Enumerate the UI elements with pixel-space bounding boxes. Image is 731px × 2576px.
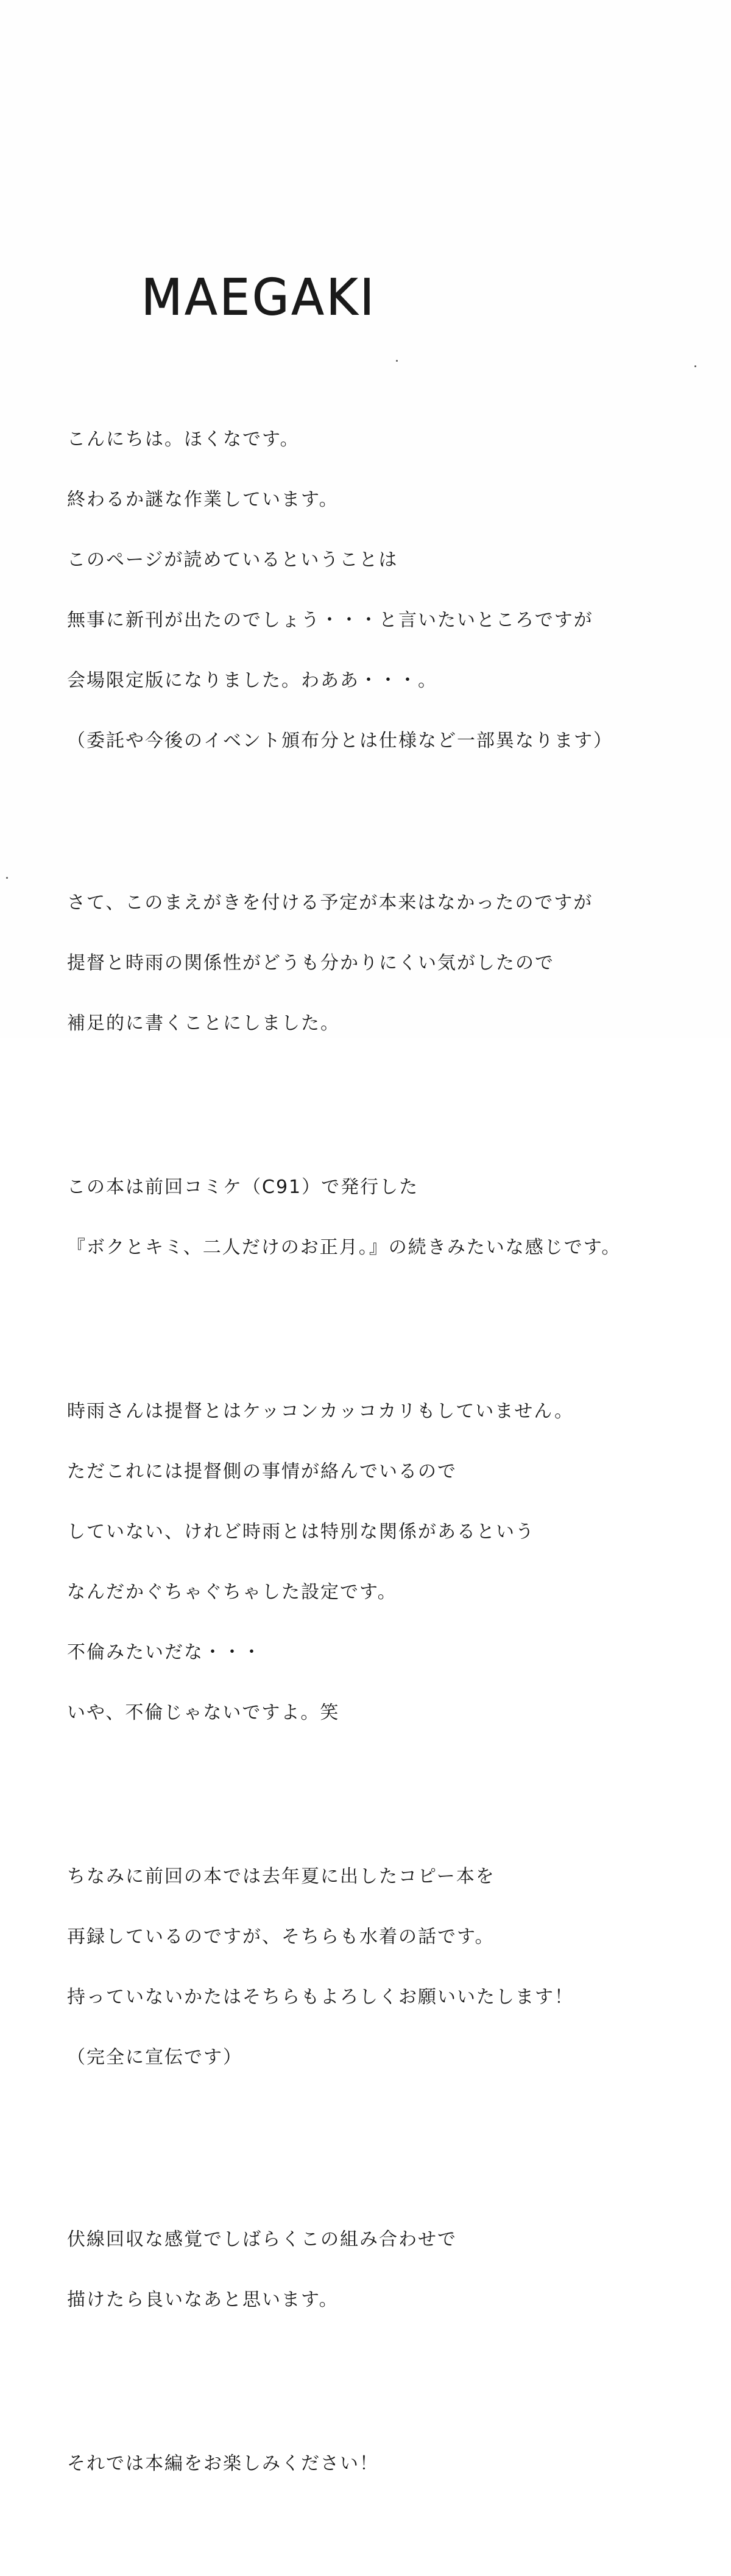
text-line: ただこれには提督側の事情が絡んでいるので — [67, 1461, 457, 1482]
text-line: 『ボクとキミ、二人だけのお正月。』の続きみたいな感じです。 — [67, 1237, 621, 1258]
paragraph-reason — [67, 853, 701, 1074]
text-line: この本は前回コミケ（C91）で発行した — [67, 1177, 419, 1198]
text-line: 補足的に書くことにしました。 — [67, 1013, 340, 1034]
text-line: 会場限定版になりました。わああ・・・。 — [67, 670, 437, 691]
text-line: 不倫みたいだな・・・ — [67, 1642, 262, 1663]
text-line: （委託や今後のイベント頒布分とは仕様など一部異なります） — [67, 730, 613, 751]
text-line: 持っていないかたはそちらもよろしくお願いいたします！ — [67, 1987, 574, 2008]
paragraph-closing — [67, 2413, 701, 2514]
scan-speck — [396, 360, 398, 362]
text-line: 提督と時雨の関係性がどうも分かりにくい気がしたので — [67, 952, 554, 974]
paragraph-future — [67, 2189, 701, 2350]
text-line: それでは本編をお楽しみください！ — [67, 2453, 379, 2474]
text-line: ちなみに前回の本では去年夏に出したコピー本を — [67, 1866, 495, 1887]
paragraph-relationship — [67, 1361, 701, 1763]
text-line: なんだかぐちゃぐちゃした設定です。 — [67, 1582, 397, 1603]
text-line: このページが読めているということは — [67, 549, 398, 571]
paragraph-greeting — [67, 389, 701, 791]
text-line: 伏線回収な感覚でしばらくこの組み合わせで — [67, 2229, 457, 2250]
paragraph-previous-book — [67, 1137, 701, 1298]
scan-speck — [6, 877, 8, 879]
text-line: 再録しているのですが、そちらも水着の話です。 — [67, 1926, 495, 1948]
scan-speck — [694, 365, 696, 367]
text-line: 時雨さんは提督とはケッコンカッコカリもしていません。 — [67, 1401, 574, 1422]
body-text — [67, 349, 701, 2575]
text-line: 描けたら良いなあと思います。 — [67, 2289, 339, 2310]
text-line: 終わるか謎な作業しています。 — [67, 489, 339, 510]
text-line: さて、このまえがきを付ける予定が本来はなかったのですが — [67, 892, 593, 913]
paragraph-promotion — [67, 1826, 701, 2108]
text-line: いや、不倫じゃないですよ。笑 — [67, 1702, 340, 1723]
page-title: MAEGAKI — [141, 269, 376, 327]
text-line: こんにちは。ほくなです。 — [67, 429, 300, 450]
text-line: （完全に宣伝です） — [67, 2047, 242, 2068]
text-line: していない、けれど時雨とは特別な関係があるという — [67, 1521, 535, 1543]
text-line: 無事に新刊が出たのでしょう・・・と言いたいところですが — [67, 610, 593, 631]
